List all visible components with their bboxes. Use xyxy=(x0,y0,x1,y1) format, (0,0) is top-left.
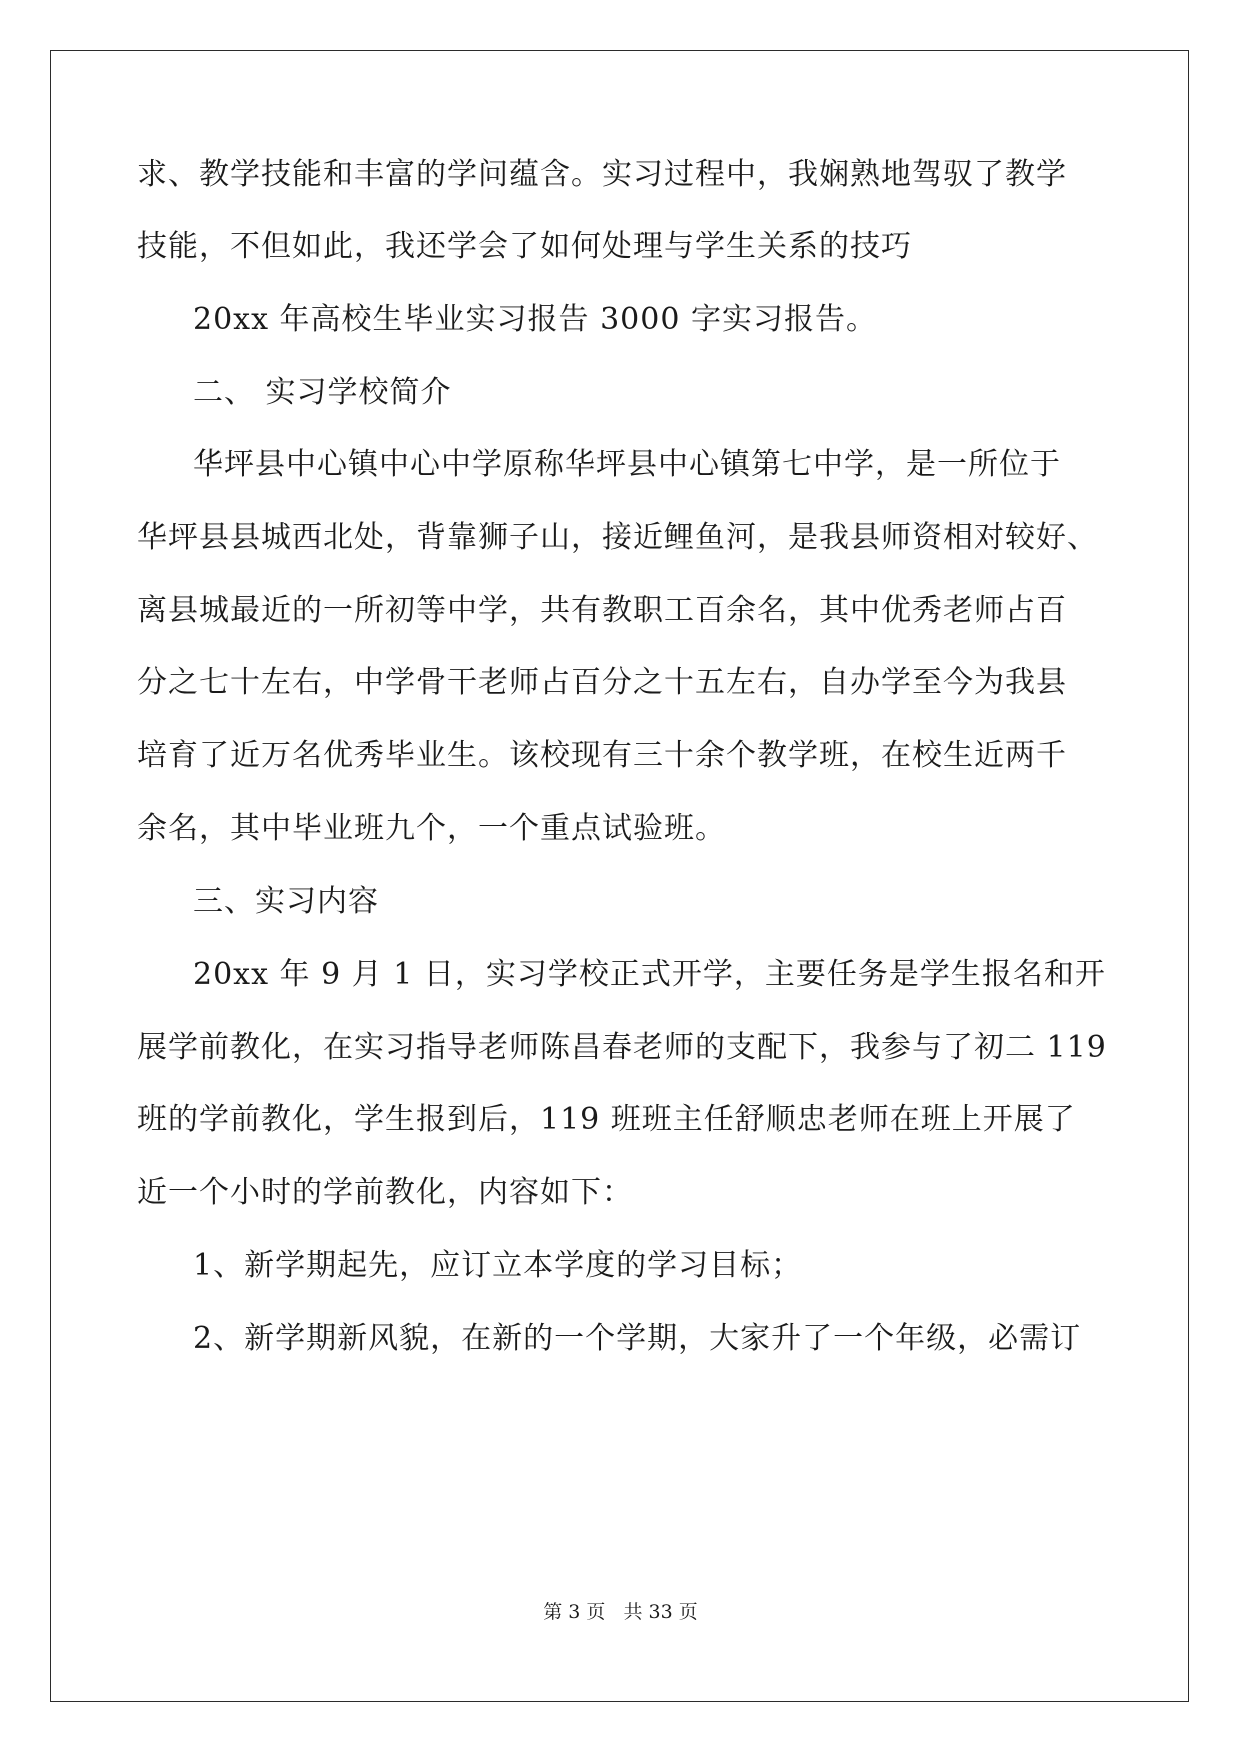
body-line: 20xx 年 9 月 1 日，实习学校正式开学，主要任务是学生报名和开 xyxy=(193,957,1106,992)
section-heading: 二、 实习学校简介 xyxy=(193,375,452,410)
page-total: 共 33 页 xyxy=(623,1601,698,1623)
body-line: 求、教学技能和丰富的学问蕴含。实习过程中，我娴熟地驾驭了教学 xyxy=(137,157,1067,192)
list-item: 1、新学期起先，应订立本学度的学习目标； xyxy=(193,1248,803,1283)
body-line: 技能，不但如此，我还学会了如何处理与学生关系的技巧 xyxy=(137,229,912,264)
body-line: 余名，其中毕业班九个，一个重点试验班。 xyxy=(137,811,726,846)
body-line: 近一个小时的学前教化，内容如下： xyxy=(137,1175,633,1210)
page-border xyxy=(50,50,1189,1702)
body-line: 分之七十左右，中学骨干老师占百分之十五左右，自办学至今为我县 xyxy=(137,665,1067,700)
list-item: 2、新学期新风貌，在新的一个学期，大家升了一个年级，必需订 xyxy=(193,1321,1082,1356)
body-line: 华坪县中心镇中心中学原称华坪县中心镇第七中学，是一所位于 xyxy=(193,447,1061,482)
section-heading: 三、实习内容 xyxy=(193,884,379,919)
body-line: 班的学前教化，学生报到后，119 班班主任舒顺忠老师在班上开展了 xyxy=(137,1102,1076,1137)
page-number: 第 3 页 xyxy=(543,1601,606,1623)
body-line: 离县城最近的一所初等中学，共有教职工百余名，其中优秀老师占百 xyxy=(137,593,1067,628)
body-line: 培育了近万名优秀毕业生。该校现有三十余个教学班，在校生近两千 xyxy=(137,738,1067,773)
page-footer xyxy=(0,1600,1241,1624)
body-line: 华坪县县城西北处，背靠狮子山，接近鲤鱼河，是我县师资相对较好、 xyxy=(137,520,1098,555)
body-line: 展学前教化，在实习指导老师陈昌春老师的支配下，我参与了初二 119 xyxy=(137,1030,1107,1065)
body-line: 20xx 年高校生毕业实习报告 3000 字实习报告。 xyxy=(193,302,877,337)
